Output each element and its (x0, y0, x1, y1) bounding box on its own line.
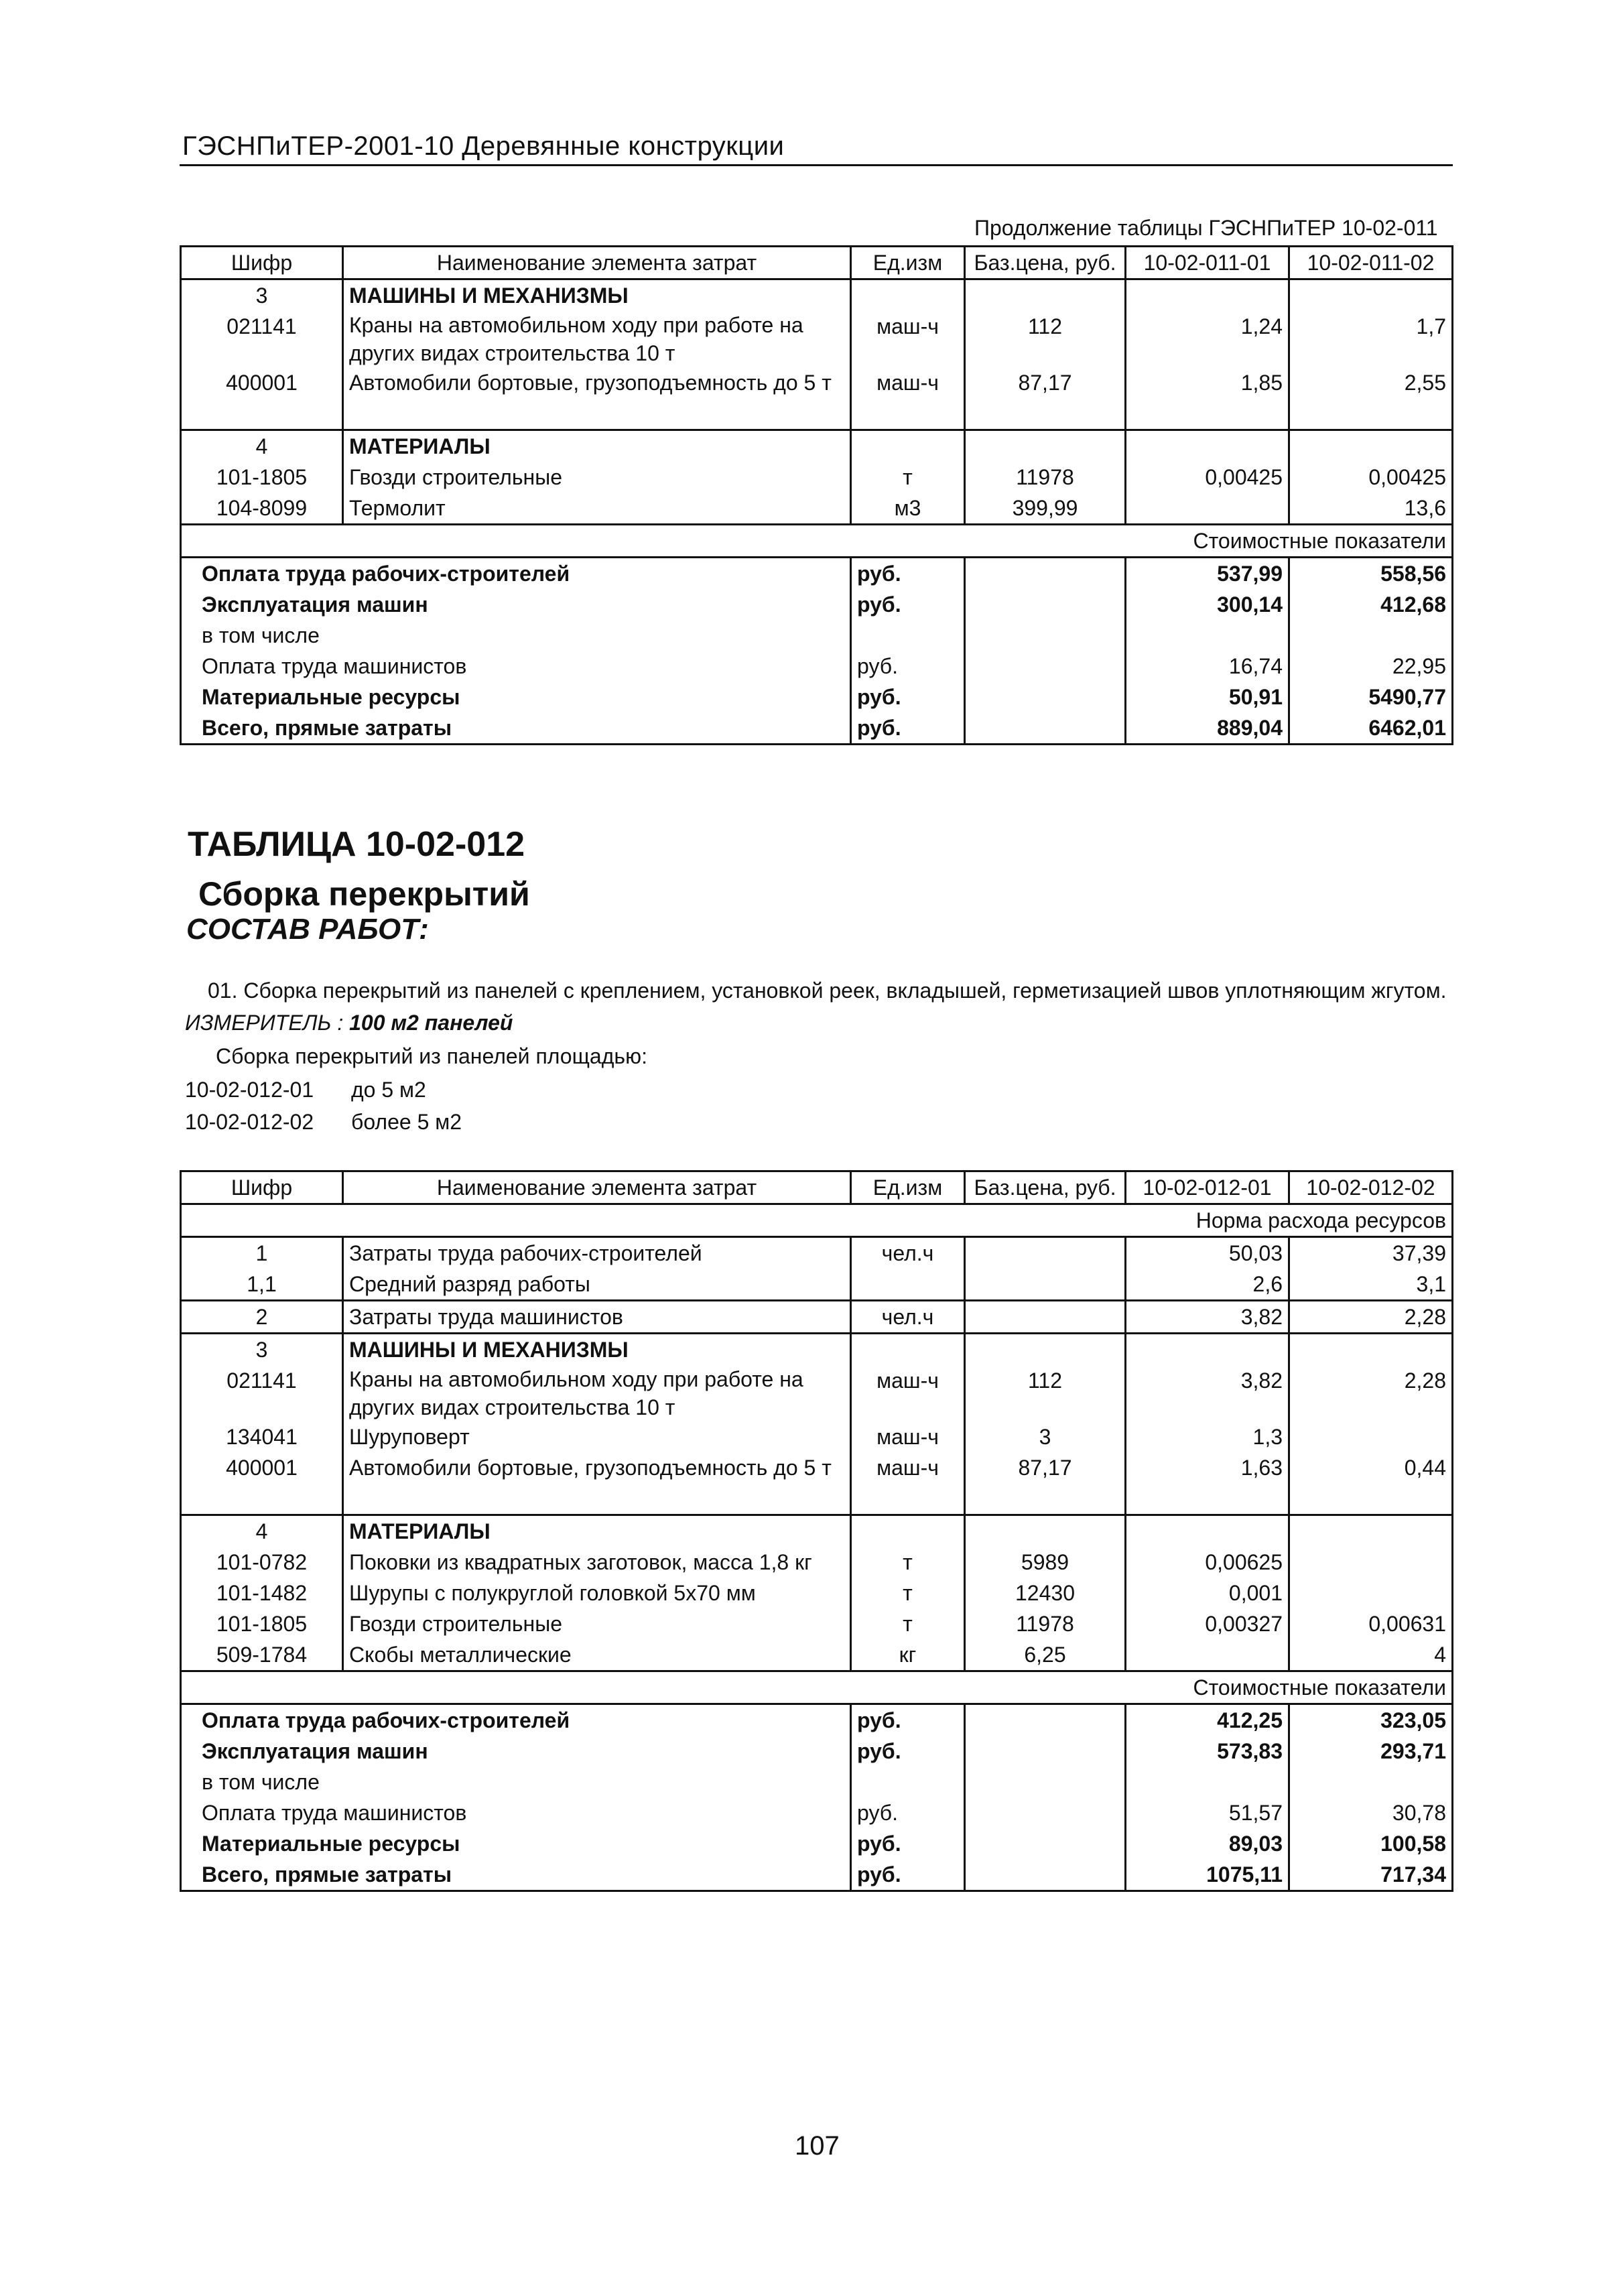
labor-unit (851, 1269, 965, 1301)
section-title-row (181, 1334, 1453, 1366)
resource-name: Шурупы с полукруглой головкой 5х70 мм (343, 1578, 851, 1608)
resource-name: Скобы металлические (343, 1639, 851, 1671)
empty-cell (965, 712, 1126, 745)
empty-cell (1289, 1483, 1453, 1515)
variant-code: 10-02-012-01 (185, 1078, 314, 1102)
table-row (181, 1421, 1453, 1452)
resource-value-variant-2: 13,6 (1289, 493, 1453, 525)
column-header-name: Наименование элемента затрат (343, 1171, 851, 1204)
table-row (181, 1578, 1453, 1608)
resource-unit: маш-ч (851, 1365, 965, 1421)
variant-description: до 5 м2 (351, 1078, 426, 1102)
cost-row (181, 589, 1453, 620)
resource-code: 509-1784 (181, 1639, 343, 1671)
resource-value-variant-2: 0,00631 (1289, 1608, 1453, 1639)
labor-value-variant-2: 2,28 (1289, 1301, 1453, 1334)
resource-price: 5989 (965, 1547, 1126, 1578)
resource-value-variant-2: 2,28 (1289, 1365, 1453, 1421)
resource-code: 101-0782 (181, 1547, 343, 1578)
resource-value-variant-1: 0,00327 (1126, 1608, 1289, 1639)
cost-value-variant-1: 50,91 (1126, 682, 1289, 712)
empty-cell (1126, 398, 1289, 430)
resource-unit: маш-ч (851, 311, 965, 367)
column-header-unit: Ед.изм (851, 1171, 965, 1204)
resource-unit: т (851, 1547, 965, 1578)
resource-code: 400001 (181, 367, 343, 398)
resource-unit: м3 (851, 493, 965, 525)
empty-cell (965, 1704, 1126, 1736)
cost-value-variant-1: 89,03 (1126, 1828, 1289, 1859)
cost-unit: руб. (851, 1704, 965, 1736)
cost-value-variant-2: 412,68 (1289, 589, 1453, 620)
empty-cell (851, 398, 965, 430)
empty-cell (343, 1483, 851, 1515)
resource-name: Краны на автомобильном ходу при работе на других видах строительства 10 т (343, 311, 851, 367)
table-row (181, 1639, 1453, 1671)
resource-unit: маш-ч (851, 367, 965, 398)
area-intro: Сборка перекрытий из панелей площадью: (216, 1044, 647, 1068)
cost-unit: руб. (851, 651, 965, 682)
resource-name: Краны на автомобильном ходу при работе на других видах строительства 10 т (343, 1365, 851, 1421)
resource-code: 400001 (181, 1452, 343, 1483)
resource-table-10-02-011 (180, 245, 1453, 745)
labor-unit: чел.ч (851, 1301, 965, 1334)
cost-value-variant-1: 412,25 (1126, 1704, 1289, 1736)
column-header-variant-1: 10-02-011-01 (1126, 247, 1289, 279)
labor-code: 1,1 (181, 1269, 343, 1301)
cost-row (181, 1767, 1453, 1797)
cost-section-header: Стоимостные показатели (181, 1671, 1453, 1704)
spacer-row (181, 1483, 1453, 1515)
resource-unit: маш-ч (851, 1452, 965, 1483)
table-header-row (181, 1171, 1453, 1204)
empty-cell (965, 1767, 1126, 1797)
labor-price (965, 1269, 1126, 1301)
norm-section-header: Норма расхода ресурсов (181, 1204, 1453, 1237)
spacer-row (181, 398, 1453, 430)
cost-name: в том числе (181, 1767, 851, 1797)
labor-unit: чел.ч (851, 1237, 965, 1269)
cost-name: Оплата труда рабочих-строителей (181, 1704, 851, 1736)
cost-value-variant-1 (1126, 620, 1289, 651)
section-code: 3 (181, 1334, 343, 1366)
labor-price (965, 1301, 1126, 1334)
measure-label: ИЗМЕРИТЕЛЬ : (185, 1011, 344, 1035)
empty-cell (1289, 398, 1453, 430)
labor-value-variant-1: 2,6 (1126, 1269, 1289, 1301)
column-header-variant-1: 10-02-012-01 (1126, 1171, 1289, 1204)
section-code: 4 (181, 430, 343, 462)
empty-cell (1289, 430, 1453, 462)
column-header-price: Баз.цена, руб. (965, 1171, 1126, 1204)
resource-name: Гвозди строительные (343, 462, 851, 493)
empty-cell (965, 1828, 1126, 1859)
resource-unit: маш-ч (851, 1421, 965, 1452)
cost-unit: руб. (851, 1859, 965, 1891)
variant-code: 10-02-012-02 (185, 1110, 314, 1134)
cost-name: Материальные ресурсы (181, 1828, 851, 1859)
table-row (181, 1547, 1453, 1578)
empty-cell (965, 1483, 1126, 1515)
resource-value-variant-1: 0,001 (1126, 1578, 1289, 1608)
empty-cell (965, 682, 1126, 712)
labor-name: Затраты труда машинистов (343, 1301, 851, 1334)
cost-value-variant-1: 573,83 (1126, 1736, 1289, 1767)
cost-value-variant-2: 5490,77 (1289, 682, 1453, 712)
resource-unit: т (851, 462, 965, 493)
cost-section-header (181, 525, 1453, 558)
cost-value-variant-1 (1126, 1767, 1289, 1797)
measure-unit (185, 1011, 513, 1035)
document-header-title: ГЭСНПиТЕР-2001-10 Деревянные конструкции (182, 131, 785, 161)
labor-value-variant-1: 3,82 (1126, 1301, 1289, 1334)
empty-cell (965, 651, 1126, 682)
cost-name: Эксплуатация машин (181, 589, 851, 620)
resource-unit: т (851, 1608, 965, 1639)
resource-value-variant-2: 1,7 (1289, 311, 1453, 367)
resource-name: Автомобили бортовые, грузоподъемность до 5 т (343, 1452, 851, 1483)
cost-unit: руб. (851, 682, 965, 712)
table-continuation-label: Продолжение таблицы ГЭСНПиТЕР 10-02-011 (974, 216, 1438, 240)
labor-row (181, 1269, 1453, 1301)
cost-unit: руб. (851, 558, 965, 590)
resource-value-variant-1: 0,00425 (1126, 462, 1289, 493)
cost-name: Эксплуатация машин (181, 1736, 851, 1767)
empty-cell (1289, 279, 1453, 312)
empty-cell (343, 398, 851, 430)
resource-value-variant-2 (1289, 1578, 1453, 1608)
resource-name: Гвозди строительные (343, 1608, 851, 1639)
column-header-code: Шифр (181, 247, 343, 279)
cost-section-header: Стоимостные показатели (181, 525, 1453, 558)
labor-value-variant-2: 37,39 (1289, 1237, 1453, 1269)
labor-value-variant-1: 50,03 (1126, 1237, 1289, 1269)
cost-unit: руб. (851, 712, 965, 745)
cost-unit: руб. (851, 1797, 965, 1828)
table-row (181, 1365, 1453, 1421)
resource-price: 399,99 (965, 493, 1126, 525)
empty-cell (965, 1797, 1126, 1828)
resource-price: 11978 (965, 1608, 1126, 1639)
resource-value-variant-1: 1,85 (1126, 367, 1289, 398)
resource-value-variant-2 (1289, 1547, 1453, 1578)
table-title: ТАБЛИЦА 10-02-012 (188, 825, 525, 864)
empty-cell (1126, 279, 1289, 312)
cost-value-variant-2: 22,95 (1289, 651, 1453, 682)
cost-value-variant-2: 30,78 (1289, 1797, 1453, 1828)
resource-price: 112 (965, 311, 1126, 367)
resource-name: Автомобили бортовые, грузоподъемность до 5 т (343, 367, 851, 398)
table-row (181, 367, 1453, 398)
cost-name: Всего, прямые затраты (181, 1859, 851, 1891)
column-header-code: Шифр (181, 1171, 343, 1204)
resource-name: Поковки из квадратных заготовок, масса 1,8 кг (343, 1547, 851, 1578)
cost-row (181, 1859, 1453, 1891)
resource-unit: кг (851, 1639, 965, 1671)
empty-cell (851, 1483, 965, 1515)
cost-row (181, 712, 1453, 745)
empty-cell (851, 1334, 965, 1366)
empty-cell (851, 279, 965, 312)
cost-name: Оплата труда рабочих-строителей (181, 558, 851, 590)
section-title: МАШИНЫ И МЕХАНИЗМЫ (343, 279, 851, 312)
cost-value-variant-1: 1075,11 (1126, 1859, 1289, 1891)
section-title: МАШИНЫ И МЕХАНИЗМЫ (343, 1334, 851, 1366)
header-divider (180, 164, 1453, 166)
resource-value-variant-2: 0,44 (1289, 1452, 1453, 1483)
norm-section-header (181, 1204, 1453, 1237)
cost-value-variant-1: 889,04 (1126, 712, 1289, 745)
table-header-row (181, 247, 1453, 279)
cost-row (181, 1704, 1453, 1736)
cost-name: Материальные ресурсы (181, 682, 851, 712)
empty-cell (1126, 1334, 1289, 1366)
cost-value-variant-1: 51,57 (1126, 1797, 1289, 1828)
table-row (181, 462, 1453, 493)
section-title-row (181, 1515, 1453, 1547)
empty-cell (965, 1736, 1126, 1767)
work-composition-label: СОСТАВ РАБОТ: (186, 913, 429, 946)
empty-cell (851, 430, 965, 462)
section-code: 4 (181, 1515, 343, 1547)
resource-value-variant-2: 4 (1289, 1639, 1453, 1671)
column-header-price: Баз.цена, руб. (965, 247, 1126, 279)
variant-description: более 5 м2 (351, 1110, 462, 1134)
cost-value-variant-2: 323,05 (1289, 1704, 1453, 1736)
resource-price: 12430 (965, 1578, 1126, 1608)
empty-cell (965, 589, 1126, 620)
empty-cell (1289, 1515, 1453, 1547)
cost-section-header (181, 1671, 1453, 1704)
resource-price: 11978 (965, 462, 1126, 493)
resource-name: Шуруповерт (343, 1421, 851, 1452)
resource-price: 87,17 (965, 1452, 1126, 1483)
cost-value-variant-2 (1289, 1767, 1453, 1797)
labor-row (181, 1237, 1453, 1269)
cost-unit: руб. (851, 589, 965, 620)
empty-cell (965, 279, 1126, 312)
labor-code: 1 (181, 1237, 343, 1269)
cost-value-variant-2: 293,71 (1289, 1736, 1453, 1767)
table-row (181, 311, 1453, 367)
resource-value-variant-1: 1,24 (1126, 311, 1289, 367)
resource-value-variant-1: 1,3 (1126, 1421, 1289, 1452)
resource-code: 104-8099 (181, 493, 343, 525)
empty-cell (965, 558, 1126, 590)
work-item: 01. Сборка перекрытий из панелей с креплением, установкой реек, вкладышей, герметизацией швов уплотняющим жгутом. (208, 978, 1447, 1003)
empty-cell (1126, 430, 1289, 462)
cost-name: в том числе (181, 620, 851, 651)
empty-cell (965, 1859, 1126, 1891)
resource-value-variant-1: 3,82 (1126, 1365, 1289, 1421)
section-title: МАТЕРИАЛЫ (343, 430, 851, 462)
resource-value-variant-2: 0,00425 (1289, 462, 1453, 493)
empty-cell (965, 1334, 1126, 1366)
empty-cell (1289, 1334, 1453, 1366)
table-subtitle: Сборка перекрытий (198, 875, 530, 913)
cost-row (181, 1828, 1453, 1859)
labor-name: Затраты труда рабочих-строителей (343, 1237, 851, 1269)
resource-value-variant-1: 0,00625 (1126, 1547, 1289, 1578)
cost-value-variant-1: 537,99 (1126, 558, 1289, 590)
empty-cell (965, 620, 1126, 651)
labor-code: 2 (181, 1301, 343, 1334)
resource-table-10-02-012 (180, 1170, 1453, 1892)
resource-value-variant-2: 2,55 (1289, 367, 1453, 398)
empty-cell (181, 1483, 343, 1515)
section-code: 3 (181, 279, 343, 312)
resource-price: 112 (965, 1365, 1126, 1421)
cost-name: Оплата труда машинистов (181, 651, 851, 682)
resource-code: 021141 (181, 1365, 343, 1421)
table-row (181, 1452, 1453, 1483)
cost-value-variant-2: 717,34 (1289, 1859, 1453, 1891)
resource-code: 101-1482 (181, 1578, 343, 1608)
empty-cell (965, 1515, 1126, 1547)
resource-price: 3 (965, 1421, 1126, 1452)
resource-price: 6,25 (965, 1639, 1126, 1671)
empty-cell (965, 398, 1126, 430)
resource-code: 101-1805 (181, 1608, 343, 1639)
labor-name: Средний разряд работы (343, 1269, 851, 1301)
resource-value-variant-2 (1289, 1421, 1453, 1452)
resource-unit: т (851, 1578, 965, 1608)
resource-value-variant-1 (1126, 493, 1289, 525)
cost-row (181, 558, 1453, 590)
page-number: 107 (795, 2131, 840, 2161)
section-title-row (181, 279, 1453, 312)
section-title: МАТЕРИАЛЫ (343, 1515, 851, 1547)
cost-unit: руб. (851, 1828, 965, 1859)
resource-code: 134041 (181, 1421, 343, 1452)
labor-value-variant-2: 3,1 (1289, 1269, 1453, 1301)
empty-cell (965, 430, 1126, 462)
resource-price: 87,17 (965, 367, 1126, 398)
column-header-variant-2: 10-02-012-02 (1289, 1171, 1453, 1204)
resource-code: 101-1805 (181, 462, 343, 493)
column-header-unit: Ед.изм (851, 247, 965, 279)
cost-row (181, 1736, 1453, 1767)
cost-value-variant-2 (1289, 620, 1453, 651)
cost-unit: руб. (851, 1736, 965, 1767)
resource-value-variant-1: 1,63 (1126, 1452, 1289, 1483)
cost-value-variant-1: 300,14 (1126, 589, 1289, 620)
cost-row (181, 682, 1453, 712)
cost-name: Всего, прямые затраты (181, 712, 851, 745)
cost-value-variant-1: 16,74 (1126, 651, 1289, 682)
cost-unit (851, 620, 965, 651)
column-header-name: Наименование элемента затрат (343, 247, 851, 279)
section-title-row (181, 430, 1453, 462)
cost-unit (851, 1767, 965, 1797)
cost-row (181, 620, 1453, 651)
cost-value-variant-2: 100,58 (1289, 1828, 1453, 1859)
resource-code: 021141 (181, 311, 343, 367)
labor-row (181, 1301, 1453, 1334)
empty-cell (1126, 1515, 1289, 1547)
table-row (181, 493, 1453, 525)
cost-value-variant-2: 558,56 (1289, 558, 1453, 590)
measure-value: 100 м2 панелей (349, 1011, 513, 1035)
cost-row (181, 651, 1453, 682)
cost-name: Оплата труда машинистов (181, 1797, 851, 1828)
labor-price (965, 1237, 1126, 1269)
table-row (181, 1608, 1453, 1639)
column-header-variant-2: 10-02-011-02 (1289, 247, 1453, 279)
empty-cell (851, 1515, 965, 1547)
resource-value-variant-1 (1126, 1639, 1289, 1671)
resource-name: Термолит (343, 493, 851, 525)
empty-cell (1126, 1483, 1289, 1515)
empty-cell (181, 398, 343, 430)
cost-row (181, 1797, 1453, 1828)
cost-value-variant-2: 6462,01 (1289, 712, 1453, 745)
